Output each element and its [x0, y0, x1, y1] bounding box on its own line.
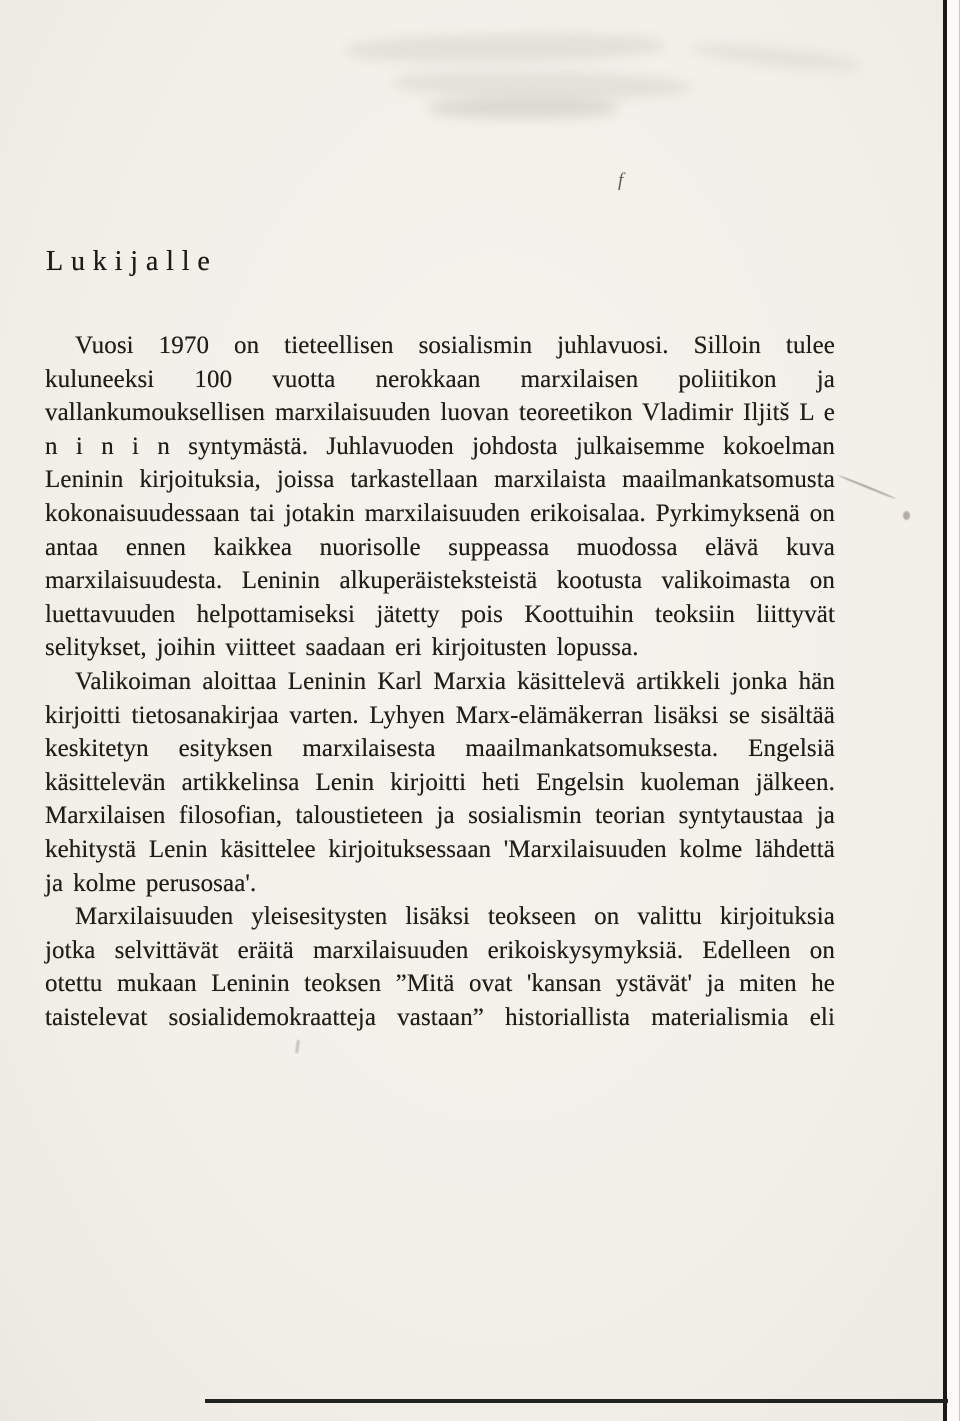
- ink-speck: [295, 1040, 300, 1053]
- scan-smudge: [428, 98, 618, 118]
- bottom-rule: [205, 1399, 948, 1403]
- scan-edge-strip: [947, 0, 960, 1421]
- paragraph-2: Valikoiman aloittaa Leninin Karl Marxia käsittelevä artikkeli jonka hän kirjoitti tietosanakirjaa varten. Lyhyen Marx-elämäkerran lisäksi se sisältää keskitetyn esityksen marxilaisesta maailmankatsomuksesta. Engelsiä käsittelevän artikkelinsa Lenin kirjoitti heti Engelsin kuoleman jälkeen. Marxilaisen filosofian, taloustieteen ja sosialismin teorian syntytaustaa ja kehitystä Lenin käsittelee kirjoituksessaan 'Marxilaisuuden kolme lähdettä ja kolme perusosaa'.: [45, 667, 835, 897]
- scan-smudge: [690, 39, 861, 75]
- page-heading: Lukijalle: [46, 246, 218, 277]
- ink-streak: [838, 474, 896, 499]
- ink-mark: f: [618, 170, 624, 191]
- scan-smudge: [345, 31, 665, 65]
- paragraph-3: Marxilaisuuden yleisesitysten lisäksi teokseen on valittu kirjoituksia jotka selvittävät eräitä marxilaisuuden erikoiskysymyksiä. Edelleen on otettu mukaan Leninin teoksen ”Mitä ovat 'kansan ystävät' ja miten he taistelevat sosialidemokraatteja vastaan” historiallista materialismia eli: [45, 903, 835, 1031]
- body-text: [45, 329, 835, 1034]
- paragraph-1: Vuosi 1970 on tieteellisen sosialismin juhlavuosi. Silloin tulee kuluneeksi 100 vuotta nerokkaan marxilaisen poliitikon ja vallankumouksellisen marxilaisuuden luovan teoreetikon Vladimir Iljitš L e n i n i n syntymästä. Juhlavuoden johdosta julkaisemme kokoelman Leninin kirjoituksia, joissa tarkastellaan marxilaista maailmankatsomusta kokonaisuudessaan tai jotakin marxilaisuuden erikoisalaa. Pyrkimyksenä on antaa ennen kaikkea nuorisolle suppeassa muodossa elävä kuva marxilaisuudesta. Leninin alkuperäisteksteistä kootusta valikoimasta on luettavuuden helpottamiseksi jätetty pois Koottuihin teoksiin liittyvät selitykset, joihin viitteet saadaan eri kirjoitusten lopussa.: [45, 332, 835, 662]
- scan-smudge: [392, 69, 692, 100]
- ink-speck: [903, 511, 910, 520]
